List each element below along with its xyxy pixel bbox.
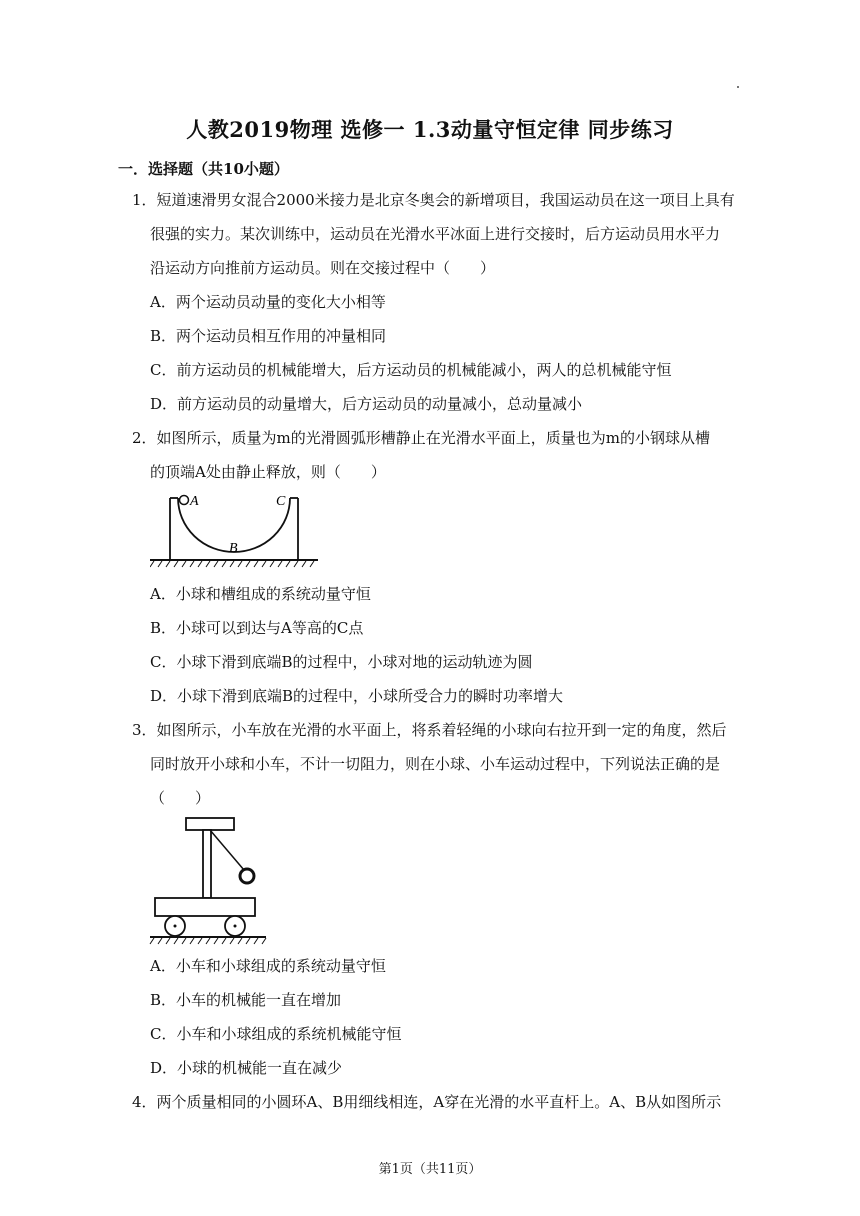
question-4-line-1: 4．两个质量相同的小圆环A、B用细线相连，A穿在光滑的水平直杆上。A、B从如图所示 <box>132 1093 722 1111</box>
figure-label-a: A <box>190 494 199 509</box>
question-3-option-c: C．小车和小球组成的系统机械能守恒 <box>150 1025 402 1043</box>
question-2-line-2: 的顶端A处由静止释放，则（ ） <box>150 463 386 481</box>
figure-label-b: B <box>229 541 238 556</box>
question-1-line-1: 1．短道速滑男女混合2000米接力是北京冬奥会的新增项目，我国运动员在这一项目上具有 <box>132 191 735 209</box>
cart-pendulum-figure <box>148 812 273 947</box>
question-3-line-3: （ ） <box>150 789 211 807</box>
question-1-line-2: 很强的实力。某次训练中，运动员在光滑水平冰面上进行交接时，后方运动员用水平力 <box>150 225 721 243</box>
question-1-option-a: A．两个运动员动量的变化大小相等 <box>150 293 386 311</box>
question-2-option-b: B．小球可以到达与A等高的C点 <box>150 619 364 637</box>
page-speck <box>737 86 739 88</box>
page-title: 人教2019物理 选修一 1.3动量守恒定律 同步练习 <box>186 117 674 142</box>
question-2-line-1: 2．如图所示，质量为m的光滑圆弧形槽静止在光滑水平面上，质量也为m的小钢球从槽 <box>132 429 710 447</box>
question-3-line-2: 同时放开小球和小车，不计一切阻力，则在小球、小车运动过程中，下列说法正确的是 <box>150 755 721 773</box>
question-2-option-a: A．小球和槽组成的系统动量守恒 <box>150 585 371 603</box>
question-1-option-b: B．两个运动员相互作用的冲量相同 <box>150 327 387 345</box>
figure-label-c: C <box>276 494 286 509</box>
arc-groove-figure <box>150 490 320 570</box>
question-2-option-d: D．小球下滑到底端B的过程中，小球所受合力的瞬时功率增大 <box>150 687 564 705</box>
question-3-option-a: A．小车和小球组成的系统动量守恒 <box>150 957 386 975</box>
question-1-line-3: 沿运动方向推前方运动员。则在交接过程中（ ） <box>150 259 496 277</box>
section-heading: 一．选择题（共10小题） <box>118 160 289 178</box>
question-3-line-1: 3．如图所示，小车放在光滑的水平面上，将系着轻绳的小球向右拉开到一定的角度，然后 <box>132 721 727 739</box>
page-footer: 第1页（共11页） <box>378 1162 482 1177</box>
question-1-option-c: C．前方运动员的机械能增大，后方运动员的机械能减小，两人的总机械能守恒 <box>150 361 672 379</box>
question-1-option-d: D．前方运动员的动量增大，后方运动员的动量减小，总动量减小 <box>150 395 583 413</box>
question-3-option-b: B．小车的机械能一直在增加 <box>150 991 342 1009</box>
question-2-option-c: C．小球下滑到底端B的过程中，小球对地的运动轨迹为圆 <box>150 653 533 671</box>
question-3-option-d: D．小球的机械能一直在减少 <box>150 1059 343 1077</box>
